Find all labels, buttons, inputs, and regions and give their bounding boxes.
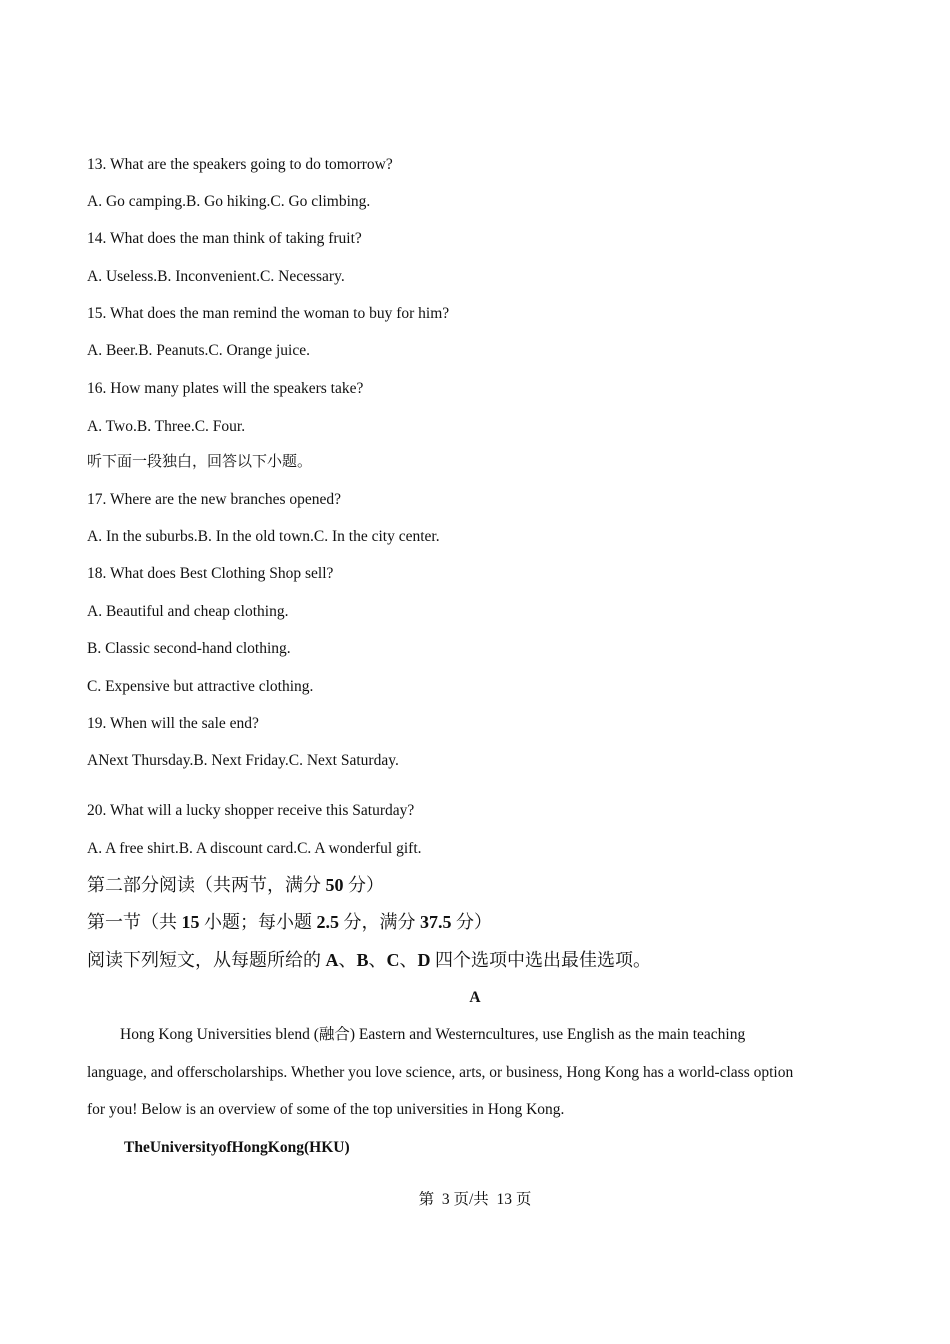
text: 四个选项中选出最佳选项。	[430, 950, 652, 970]
answer-options-17: A. In the suburbs.B. In the old town.C. In the city center.	[87, 528, 440, 545]
text: 分）	[451, 912, 492, 932]
answer-options-20: A. A free shirt.B. A discount card.C. A wonderful gift.	[87, 840, 422, 857]
question-19: 19. When will the sale end?	[87, 715, 259, 732]
text: 分，满分	[339, 912, 420, 932]
monologue-instruction: 听下面一段独白，回答以下小题。	[87, 454, 313, 470]
answer-options-14: A. Useless.B. Inconvenient.C. Necessary.	[87, 268, 345, 285]
question-13: 13. What are the speakers going to do tomorrow?	[87, 156, 393, 173]
answer-options-15: A. Beer.B. Peanuts.C. Orange juice.	[87, 342, 310, 359]
sep: 、	[399, 950, 418, 970]
sep: 、	[338, 950, 357, 970]
opt: C	[386, 950, 400, 970]
passage-line: Hong Kong Universities blend (融合) Eastern and Westerncultures, use English as the main teaching	[120, 1026, 746, 1043]
passage-letter: A	[469, 989, 481, 1006]
passage-line: for you! Below is an overview of some of the top universities in Hong Kong.	[87, 1101, 565, 1118]
page-footer: 第 3 页/共 13 页	[418, 1191, 532, 1208]
points-each: 2.5	[316, 912, 339, 932]
text: 分）	[343, 875, 384, 895]
answer-options-19: ANext Thursday.B. Next Friday.C. Next Saturday.	[87, 752, 399, 769]
question-17: 17. Where are the new branches opened?	[87, 491, 342, 508]
reading-instruction	[87, 948, 651, 972]
question-16: 16. How many plates will the speakers take?	[87, 380, 364, 397]
text: 小题；每小题	[199, 912, 317, 932]
question-14: 14. What does the man think of taking fruit?	[87, 230, 362, 247]
score: 50	[325, 875, 344, 895]
total-points: 37.5	[420, 912, 452, 932]
option-18-b: B. Classic second-hand clothing.	[87, 640, 291, 657]
opt: A	[325, 950, 339, 970]
question-20: 20. What will a lucky shopper receive this Saturday?	[87, 802, 415, 819]
passage-line: language, and offerscholarships. Whether you love science, arts, or business, Hong Kong has a world-class option	[87, 1064, 794, 1081]
opt: B	[356, 950, 369, 970]
text: 第二部分阅读（共两节，满分	[87, 875, 326, 895]
passage-subheading: TheUniversityofHongKong(HKU)	[124, 1139, 350, 1156]
text: 阅读下列短文，从每题所给的	[87, 950, 326, 970]
part-two-heading	[87, 873, 384, 897]
answer-options-16: A. Two.B. Three.C. Four.	[87, 418, 246, 435]
text: 第一节（共	[87, 912, 182, 932]
section-one-heading	[87, 910, 492, 934]
option-18-c: C. Expensive but attractive clothing.	[87, 678, 314, 695]
answer-options-13: A. Go camping.B. Go hiking.C. Go climbing.	[87, 193, 371, 210]
option-18-a: A. Beautiful and cheap clothing.	[87, 603, 289, 620]
opt: D	[417, 950, 431, 970]
count: 15	[181, 912, 200, 932]
sep: 、	[368, 950, 387, 970]
question-18: 18. What does Best Clothing Shop sell?	[87, 565, 334, 582]
question-15: 15. What does the man remind the woman to buy for him?	[87, 305, 450, 322]
